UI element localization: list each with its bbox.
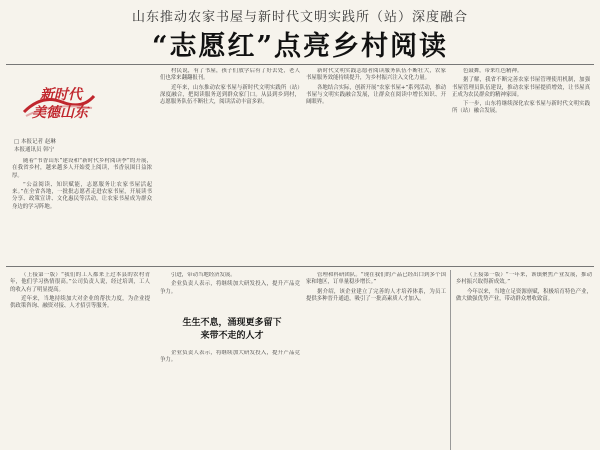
byline-correspondent: 本报通讯员 韩宁 <box>14 147 55 153</box>
paragraph: 各地结合实际，创新开展“农家书屋+”系列活动，推动书屋与文明实践融合发展，让群众在阅读中增长知识、开阔眼界。 <box>306 84 446 106</box>
column-divider <box>450 270 451 450</box>
paragraph: “公益阅读、知识赋能，志愿服务让农家书屋活起来。”在全省各地，一批批志愿者走进农家书屋，开展读书分享、政策宣讲、文化惠民等活动，让农家书屋成为群众身边的学习阵地。 <box>12 181 152 210</box>
logo-line-1: 新时代 <box>40 87 82 103</box>
article-column-4 <box>452 68 590 264</box>
article-headline: “志愿红”点亮乡村阅读 <box>151 31 449 62</box>
logo-line-2: 美德山东 <box>32 105 88 121</box>
paragraph: 下一步，山东将继续深化农家书屋与新时代文明实践所（站）融合发展。 <box>452 101 590 115</box>
subhead-line-1: 生生不息，涌现更多留下 <box>182 318 282 328</box>
paragraph: 新时代文明实践志愿者阅读服务队伍不断壮大，农家书屋服务效能持续提升，为乡村振兴注入文化力量。 <box>306 68 446 82</box>
paragraph: （上接第一版）“我们的工人都来上过本县的农村青年，他们学习热情很高。”公司负责人说，经过培训，工人的收入有了明显提高。 <box>10 272 150 293</box>
paragraph: 今年以来，当地立足资源禀赋，积极培育特色产业，做大做强优势产业，带动群众增收致富。 <box>456 288 592 302</box>
paragraph: 据介绍，该企业建立了完善的人才培养体系，为员工提供多种晋升通道，吸引了一批高素质人才加入。 <box>306 288 446 302</box>
continued-column-3 <box>306 272 446 448</box>
paragraph: 管理和科研团队。“现在我们的产品已经出口到多个国家和地区，订单量稳步增长。” <box>306 272 446 286</box>
subhead-line-2: 来带不走的人才 <box>200 331 264 341</box>
paragraph: 色鼓舞，带来红色精神。 <box>463 68 523 74</box>
paragraph: 近年来，山东推动农家书屋与新时代文明实践所（站）深度融合，把阅读服务送到群众家门口。从县到乡到村，志愿服务队伍不断壮大，阅读活动丰富多彩。 <box>160 84 300 106</box>
article-kicker: 山东推动农家书屋与新时代文明实践所（站）深度融合 <box>131 10 468 25</box>
section-subhead <box>177 317 287 343</box>
continued-column-2 <box>160 272 300 312</box>
paragraph: 近年来，当地持续加大对企业的帮扶力度，为企业提供政策咨询、融资对接、人才招引等服务。 <box>10 295 150 310</box>
paragraph: 企业负责人表示，将继续加大研发投入，提升产品竞争力。 <box>160 281 300 295</box>
article-column-3 <box>306 68 446 264</box>
article-column-1 <box>12 158 152 262</box>
byline <box>14 138 56 154</box>
column-logo <box>18 78 100 126</box>
paragraph: 企业负责人表示，将继续加大研发投入，提升产品竞争力。 <box>160 350 300 364</box>
top-rule <box>6 64 594 65</box>
continued-column-2b <box>160 350 300 448</box>
paragraph: 村民说，有了书屋，孩子们放学后有了好去处，老人们也常来翻翻报刊。 <box>160 68 300 82</box>
paragraph: 随着“书香山东”建设和“新时代乡村阅读季”的开展，在我省乡村，越来越多人开始爱上阅读，书香氛围日益浓厚。 <box>12 158 152 179</box>
section-rule <box>6 266 594 267</box>
article-column-2 <box>160 68 300 264</box>
paragraph: 据了解，我省不断完善农家书屋管理使用机制，加强书屋管理员队伍建设，推动农家书屋提质增效，让书屋真正成为农民群众的精神家园。 <box>452 77 590 98</box>
continued-column-1 <box>10 272 150 448</box>
paragraph: 引进，带动当地经济发展。 <box>171 272 236 278</box>
byline-reporter: □ 本报记者 赵琳 <box>14 139 56 145</box>
paragraph: （上接第一版）“一年来，该镇聚焦产业发展，推动乡村振兴取得新成效。” <box>456 272 592 286</box>
continued-column-4 <box>456 272 592 448</box>
